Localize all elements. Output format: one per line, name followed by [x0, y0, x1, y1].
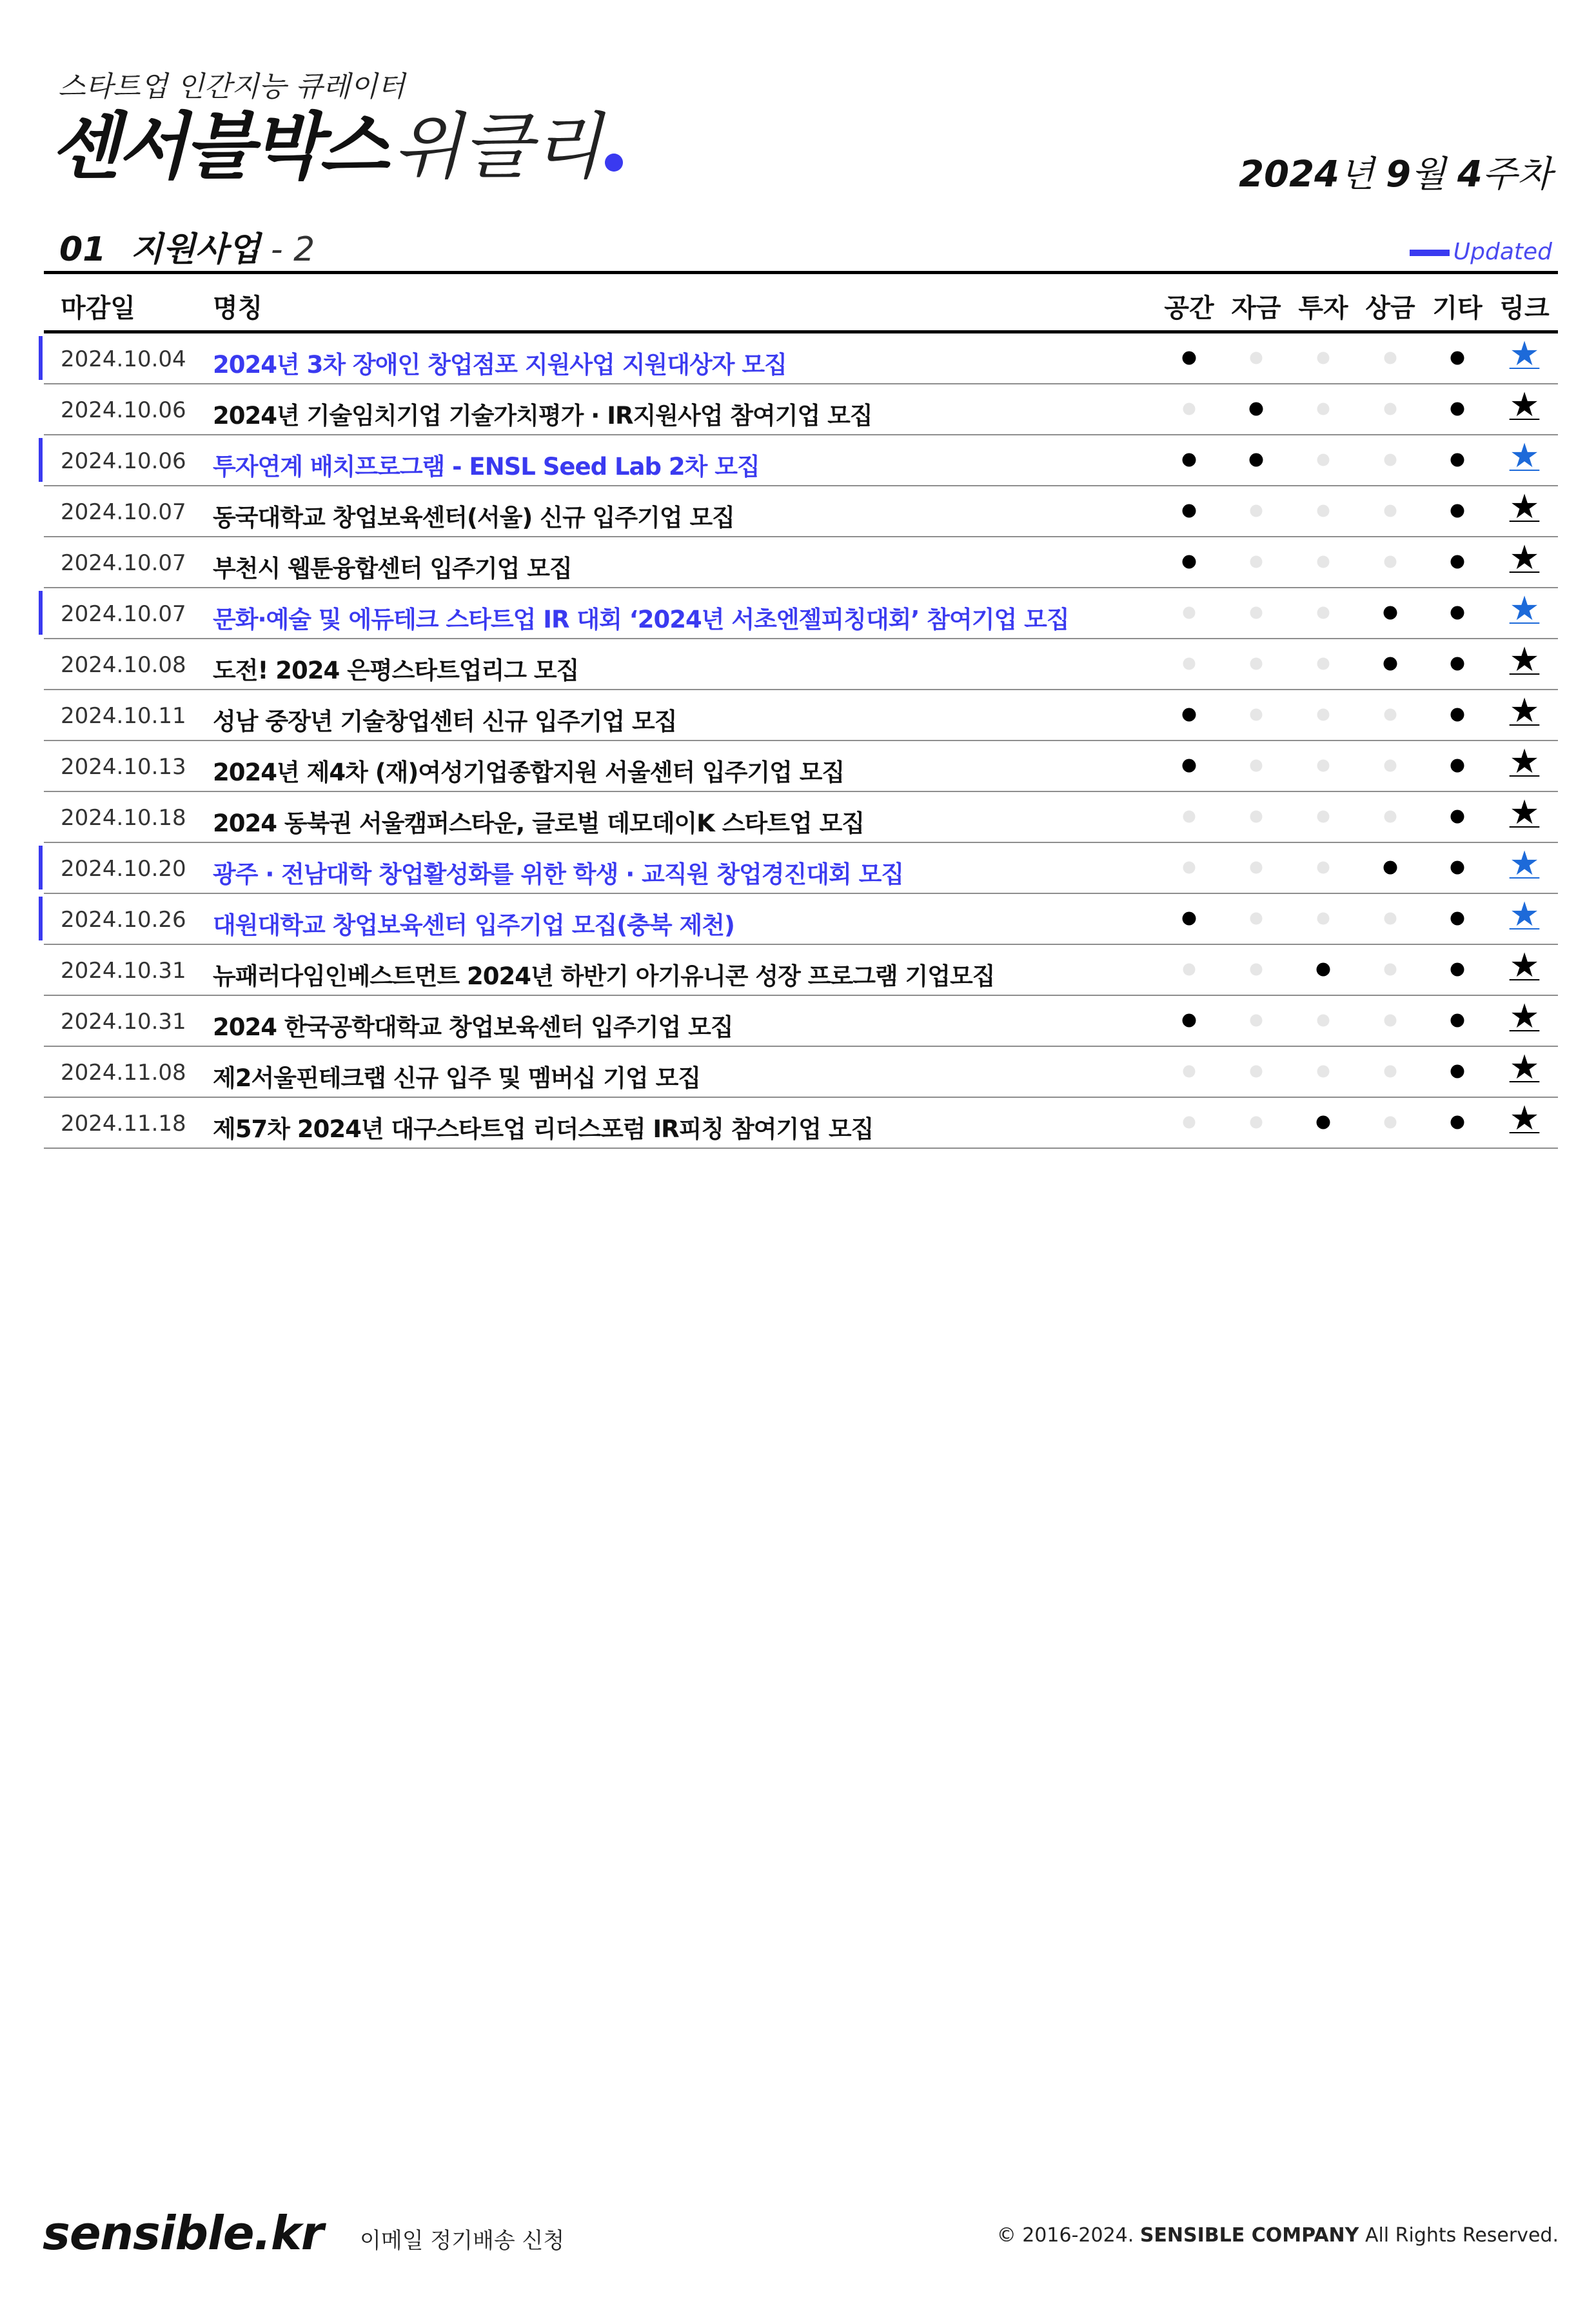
row-flag-investment [1317, 760, 1330, 772]
row-flag-space [1183, 607, 1196, 619]
table-row [44, 588, 1558, 639]
row-link-star-icon[interactable]: ★ [1509, 641, 1540, 679]
row-program-name: 뉴패러다임인베스트먼트 2024년 하반기 아기유니콘 성장 프로그램 기업모집 [213, 962, 995, 990]
row-deadline: 2024.10.06 [61, 448, 186, 474]
row-flag-other [1451, 912, 1464, 926]
row-flag-prize [1384, 352, 1397, 364]
table-row [44, 1098, 1558, 1149]
table-top-rule [44, 271, 1558, 274]
row-flag-funding [1250, 556, 1263, 568]
row-deadline: 2024.10.26 [61, 907, 186, 933]
table-row [44, 945, 1558, 996]
column-header-deadline: 마감일 [61, 293, 135, 323]
row-flag-investment [1317, 811, 1330, 823]
row-flag-prize [1384, 861, 1397, 875]
row-link-star-icon[interactable]: ★ [1509, 539, 1540, 577]
column-header-investment: 투자 [1298, 293, 1348, 323]
company-name: SENSIBLE COMPANY [1139, 2224, 1359, 2247]
issue-year-unit: 년 [1339, 154, 1375, 195]
row-flag-investment [1317, 1015, 1330, 1027]
updated-legend [1410, 239, 1552, 265]
row-flag-funding [1250, 505, 1263, 517]
row-flag-funding [1250, 607, 1263, 619]
row-link-star-icon[interactable]: ★ [1509, 488, 1540, 526]
footer-site-logo[interactable]: sensible.kr [43, 2206, 324, 2260]
row-flag-other [1451, 403, 1464, 416]
table-body [44, 333, 1558, 1149]
row-flag-prize [1384, 811, 1397, 823]
row-flag-investment [1317, 1066, 1330, 1078]
row-flag-space [1183, 658, 1196, 670]
row-program-name: 문화·예술 및 에듀테크 스타트업 IR 대회 ‘2024년 서초엔젤피칭대회’ 참여기업 모집 [213, 606, 1069, 633]
row-flag-funding [1250, 709, 1263, 721]
row-flag-prize [1384, 1066, 1397, 1078]
brand-dot-icon [605, 154, 623, 172]
issue-label [1239, 146, 1552, 197]
row-flag-space [1183, 862, 1196, 874]
issue-year: 2024 [1239, 154, 1340, 195]
row-flag-prize [1384, 403, 1397, 415]
row-flag-investment [1317, 862, 1330, 874]
row-flag-prize [1384, 760, 1397, 772]
row-program-name: 동국대학교 창업보육센터(서울) 신규 입주기업 모집 [213, 504, 734, 532]
row-program-name: 제57차 2024년 대구스타트업 리더스포럼 IR피칭 참여기업 모집 [213, 1115, 874, 1143]
row-flag-other [1451, 606, 1464, 620]
row-flag-investment [1317, 556, 1330, 568]
row-flag-space [1183, 1066, 1196, 1078]
updated-marker [39, 591, 43, 635]
row-flag-prize [1384, 964, 1397, 976]
row-flag-funding [1250, 403, 1263, 416]
column-header-prize: 상금 [1365, 293, 1415, 323]
row-deadline: 2024.10.08 [61, 652, 186, 678]
table-row [44, 537, 1558, 588]
section-title: 지원사업 [130, 230, 261, 269]
row-link-star-icon[interactable]: ★ [1509, 1099, 1540, 1138]
row-flag-other [1451, 963, 1464, 977]
row-flag-other [1451, 810, 1464, 824]
table-row [44, 639, 1558, 690]
row-flag-space [1183, 912, 1196, 926]
row-program-name: 도전! 2024 은평스타트업리그 모집 [213, 657, 579, 684]
row-deadline: 2024.10.20 [61, 856, 186, 882]
row-link-star-icon[interactable]: ★ [1509, 742, 1540, 781]
row-flag-space [1183, 708, 1196, 722]
table-row [44, 384, 1558, 435]
table-row [44, 996, 1558, 1047]
row-flag-funding [1250, 658, 1263, 670]
issue-week: 4 [1457, 154, 1483, 195]
column-header-funding: 자금 [1231, 293, 1281, 323]
brand-title-bold: 센서블박스 [50, 105, 386, 189]
row-flag-investment [1317, 658, 1330, 670]
updated-marker [39, 336, 43, 380]
row-link-star-icon[interactable]: ★ [1509, 437, 1540, 475]
updated-marker [39, 897, 43, 940]
row-flag-investment [1317, 963, 1330, 977]
row-flag-space [1183, 1014, 1196, 1028]
row-flag-prize [1384, 556, 1397, 568]
row-link-star-icon[interactable]: ★ [1509, 997, 1540, 1036]
row-flag-prize [1384, 709, 1397, 721]
table-row [44, 486, 1558, 537]
updated-legend-label: Updated [1453, 239, 1552, 265]
row-flag-other [1451, 504, 1464, 518]
row-flag-investment [1317, 1116, 1330, 1129]
row-deadline: 2024.10.18 [61, 805, 186, 831]
row-flag-other [1451, 1065, 1464, 1078]
row-flag-other [1451, 1014, 1464, 1028]
row-flag-investment [1317, 403, 1330, 415]
row-flag-investment [1317, 352, 1330, 364]
brand-title [50, 105, 623, 189]
row-flag-investment [1317, 454, 1330, 466]
row-flag-other [1451, 759, 1464, 773]
row-deadline: 2024.10.07 [61, 499, 186, 525]
row-program-name: 2024 동북권 서울캠퍼스타운, 글로벌 데모데이K 스타트업 모집 [213, 810, 865, 837]
row-program-name: 대원대학교 창업보육센터 입주기업 모집(충북 제천) [213, 911, 734, 939]
row-flag-prize [1384, 913, 1397, 925]
row-flag-space [1183, 811, 1196, 823]
row-link-star-icon[interactable]: ★ [1509, 691, 1540, 730]
row-link-star-icon[interactable]: ★ [1509, 1048, 1540, 1087]
row-flag-other [1451, 708, 1464, 722]
row-flag-funding [1250, 1015, 1263, 1027]
copyright-rights: All Rights Reserved. [1364, 2224, 1559, 2247]
issue-week-unit: 주차 [1482, 154, 1552, 195]
row-link-star-icon[interactable]: ★ [1509, 844, 1540, 883]
row-flag-investment [1317, 709, 1330, 721]
table-row [44, 843, 1558, 894]
table-row [44, 1047, 1558, 1098]
row-deadline: 2024.10.31 [61, 1009, 186, 1035]
row-flag-funding [1250, 352, 1263, 364]
row-program-name: 2024 한국공학대학교 창업보육센터 입주기업 모집 [213, 1013, 733, 1041]
row-flag-space [1183, 453, 1196, 467]
issue-month-unit: 월 [1410, 154, 1446, 195]
row-program-name: 2024년 기술임치기업 기술가치평가 · IR지원사업 참여기업 모집 [213, 402, 872, 430]
issue-month: 9 [1385, 154, 1411, 195]
row-flag-other [1451, 453, 1464, 467]
row-flag-prize [1384, 657, 1397, 671]
row-flag-prize [1384, 1015, 1397, 1027]
row-deadline: 2024.10.11 [61, 703, 186, 729]
table-row [44, 741, 1558, 792]
row-flag-space [1183, 504, 1196, 518]
row-flag-investment [1317, 607, 1330, 619]
updated-marker [39, 438, 43, 482]
row-flag-prize [1384, 454, 1397, 466]
row-flag-funding [1250, 964, 1263, 976]
row-flag-prize [1384, 606, 1397, 620]
table-row [44, 435, 1558, 486]
header-subtitle: 스타트업 인간지능 큐레이터 [58, 70, 406, 103]
row-link-star-icon[interactable]: ★ [1509, 793, 1540, 832]
section-suffix: - 2 [270, 230, 315, 269]
row-link-star-icon[interactable]: ★ [1509, 895, 1540, 934]
row-program-name: 성남 중장년 기술창업센터 신규 입주기업 모집 [213, 708, 677, 735]
row-flag-funding [1250, 811, 1263, 823]
column-header-other: 기타 [1432, 293, 1483, 323]
table-row [44, 333, 1558, 384]
row-flag-other [1451, 1116, 1464, 1129]
row-flag-space [1183, 759, 1196, 773]
row-deadline: 2024.11.08 [61, 1060, 186, 1086]
row-deadline: 2024.10.31 [61, 958, 186, 984]
row-flag-other [1451, 555, 1464, 569]
row-deadline: 2024.10.04 [61, 346, 186, 372]
column-header-space: 공간 [1164, 293, 1214, 323]
footer-copyright [997, 2224, 1559, 2247]
row-link-star-icon[interactable]: ★ [1509, 946, 1540, 985]
row-deadline: 2024.10.06 [61, 397, 186, 423]
row-flag-investment [1317, 505, 1330, 517]
row-deadline: 2024.11.18 [61, 1111, 186, 1137]
table-row [44, 894, 1558, 945]
row-deadline: 2024.10.13 [61, 754, 186, 780]
row-program-name: 광주 · 전남대학 창업활성화를 위한 학생 · 교직원 창업경진대회 모집 [213, 860, 904, 888]
row-flag-space [1183, 964, 1196, 976]
row-flag-other [1451, 352, 1464, 365]
updated-legend-bar [1410, 250, 1450, 256]
updated-marker [39, 846, 43, 890]
row-link-star-icon[interactable]: ★ [1509, 335, 1540, 373]
row-program-name: 제2서울핀테크랩 신규 입주 및 멤버십 기업 모집 [213, 1064, 701, 1092]
row-flag-space [1183, 555, 1196, 569]
copyright-prefix: © 2016-2024. [996, 2224, 1134, 2247]
row-flag-prize [1384, 1117, 1397, 1129]
row-program-name: 2024년 제4차 (재)여성기업종합지원 서울센터 입주기업 모집 [213, 759, 845, 786]
row-link-star-icon[interactable]: ★ [1509, 590, 1540, 628]
row-program-name: 투자연계 배치프로그램 - ENSL Seed Lab 2차 모집 [213, 453, 760, 481]
row-deadline: 2024.10.07 [61, 550, 186, 576]
email-subscribe-link[interactable]: 이메일 정기배송 신청 [360, 2228, 565, 2254]
row-link-star-icon[interactable]: ★ [1509, 386, 1540, 424]
row-program-name: 2024년 3차 장애인 창업점포 지원사업 지원대상자 모집 [213, 351, 787, 379]
table-header [44, 276, 1558, 330]
row-flag-prize [1384, 505, 1397, 517]
table-row [44, 690, 1558, 741]
row-flag-other [1451, 657, 1464, 671]
row-flag-space [1183, 403, 1196, 415]
row-flag-funding [1250, 1117, 1263, 1129]
row-flag-funding [1250, 913, 1263, 925]
row-flag-investment [1317, 913, 1330, 925]
row-flag-funding [1250, 1066, 1263, 1078]
column-header-name: 명칭 [213, 293, 263, 323]
section-number: 01 [59, 230, 106, 269]
row-flag-funding [1250, 453, 1263, 467]
row-flag-space [1183, 1117, 1196, 1129]
row-flag-funding [1250, 862, 1263, 874]
row-program-name: 부천시 웹툰융합센터 입주기업 모집 [213, 555, 572, 582]
row-flag-space [1183, 352, 1196, 365]
row-flag-funding [1250, 760, 1263, 772]
row-flag-other [1451, 861, 1464, 875]
row-deadline: 2024.10.07 [61, 601, 186, 627]
brand-title-light: 위클리 [392, 105, 602, 189]
section-heading [59, 222, 315, 270]
column-header-link: 링크 [1499, 293, 1550, 323]
table-row [44, 792, 1558, 843]
